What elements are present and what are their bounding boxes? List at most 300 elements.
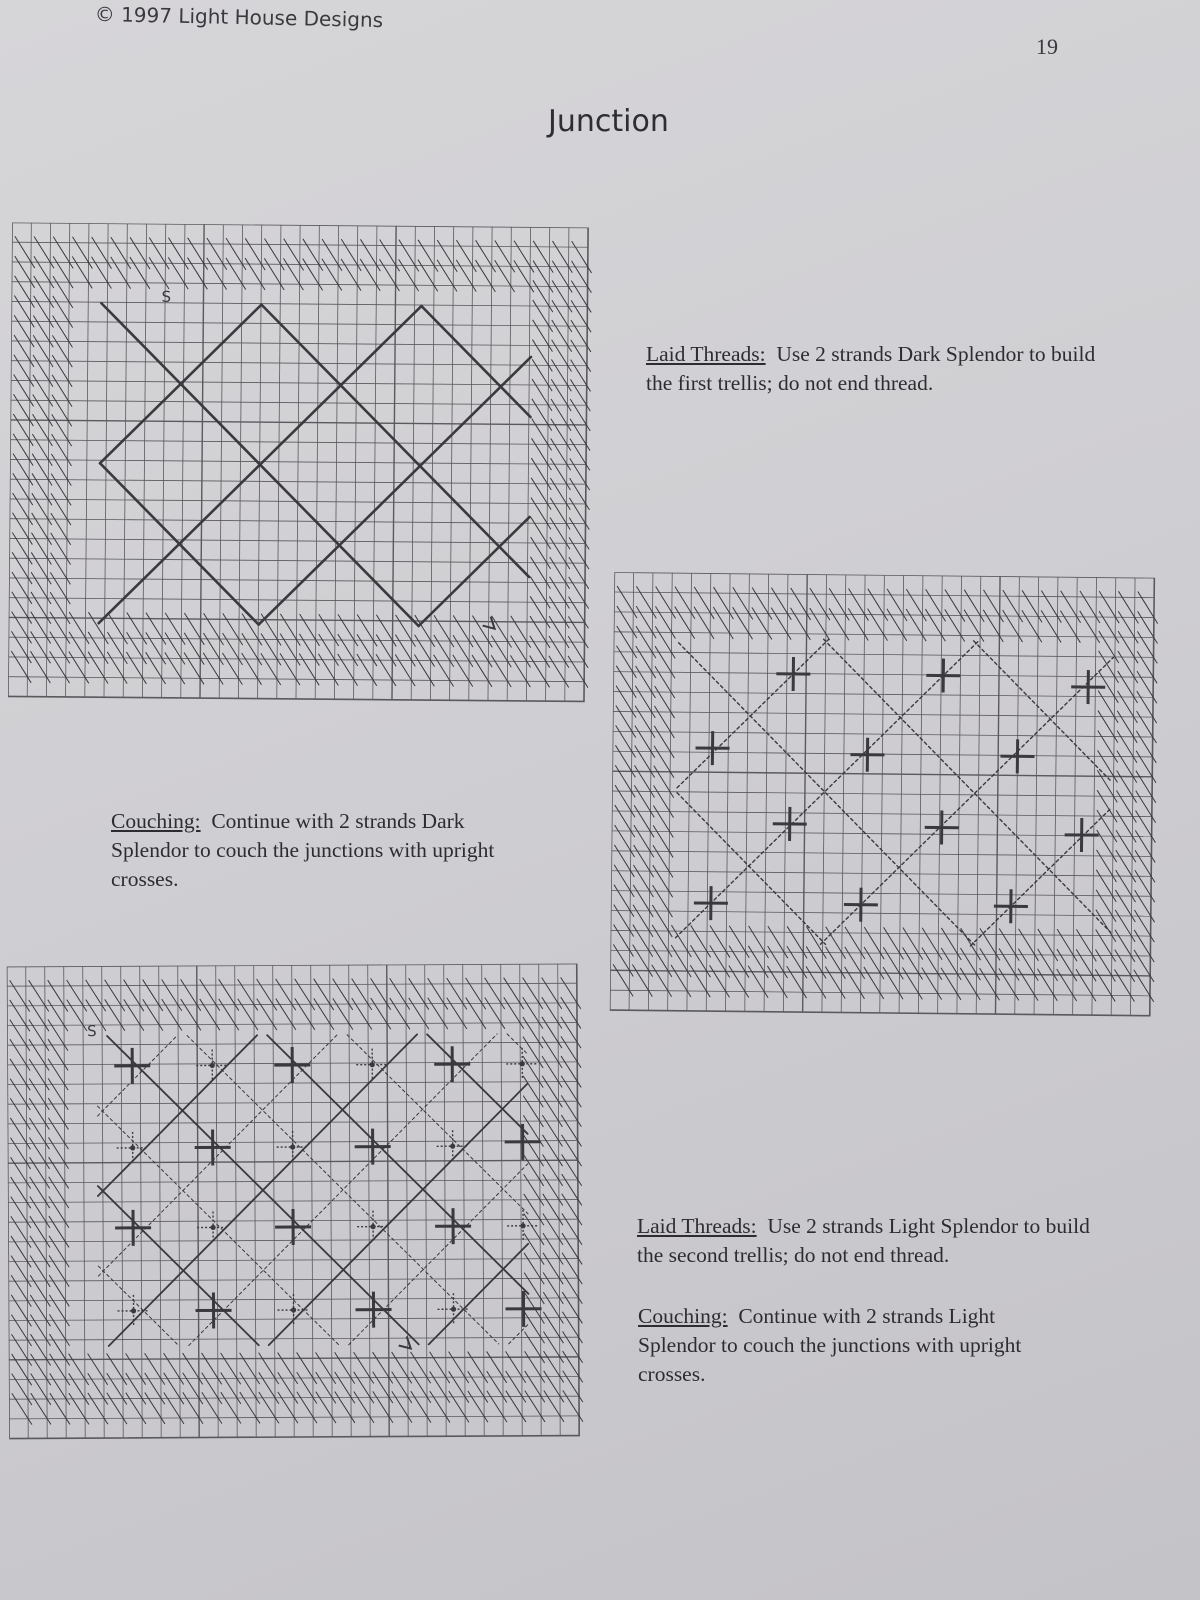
border-stitch xyxy=(634,825,655,857)
border-stitch xyxy=(614,825,635,857)
border-stitch xyxy=(302,259,322,291)
border-stitch xyxy=(632,945,653,977)
border-stitch xyxy=(615,725,636,757)
border-stitch xyxy=(145,1353,165,1385)
border-stitch xyxy=(613,964,634,996)
border-stitch xyxy=(1114,950,1135,982)
border-stitch xyxy=(494,260,514,292)
border-stitch xyxy=(29,1000,49,1032)
border-stitch xyxy=(51,454,71,486)
border-stitch xyxy=(390,978,410,1010)
border-stitch xyxy=(636,586,657,618)
border-stitch xyxy=(1097,770,1118,802)
border-stitch xyxy=(1115,930,1136,962)
border-stitch xyxy=(322,239,342,271)
border-stitch xyxy=(1134,950,1155,982)
border-stitch xyxy=(11,1236,31,1268)
border-stitch xyxy=(12,1354,32,1386)
border-stitch xyxy=(124,980,144,1012)
border-stitch xyxy=(616,666,637,698)
border-stitch xyxy=(283,239,303,271)
border-stitch xyxy=(241,653,261,685)
border-stitch xyxy=(13,473,33,505)
instruction-text: Use 2 strands Light Splendor to build the second trellis; do not end thread. xyxy=(637,1214,1090,1267)
border-stitch xyxy=(1098,631,1119,663)
border-stitch xyxy=(183,1373,203,1405)
border-stitch xyxy=(299,654,319,686)
border-stitch xyxy=(127,613,147,645)
border-stitch xyxy=(376,654,396,686)
border-stitch xyxy=(414,635,434,667)
border-stitch xyxy=(945,589,966,621)
border-stitch xyxy=(732,607,753,639)
border-stitch xyxy=(69,1373,89,1405)
border-stitch xyxy=(50,1373,70,1405)
border-stitch xyxy=(523,977,543,1009)
border-stitch xyxy=(48,1118,68,1150)
border-stitch xyxy=(960,948,981,980)
light-junction-cross xyxy=(370,1224,375,1229)
border-stitch xyxy=(31,513,51,545)
border-stitch xyxy=(10,1059,30,1091)
border-stitch xyxy=(825,947,846,979)
border-stitch xyxy=(91,257,111,289)
border-stitch xyxy=(632,965,653,997)
border-stitch xyxy=(867,609,888,641)
border-stitch xyxy=(786,966,807,998)
border-stitch xyxy=(506,1371,526,1403)
border-stitch xyxy=(1135,850,1156,882)
border-stitch xyxy=(651,965,672,997)
border-stitch xyxy=(906,589,927,621)
border-stitch xyxy=(11,1256,31,1288)
border-stitch xyxy=(748,926,769,958)
border-stitch xyxy=(390,998,410,1030)
trellis-thread xyxy=(98,1266,178,1346)
border-stitch xyxy=(278,1392,298,1424)
border-stitch xyxy=(543,1272,563,1304)
page-number: 19 xyxy=(1036,34,1058,59)
instruction-label: Couching: xyxy=(638,1304,728,1328)
trellis-thread xyxy=(970,806,1111,947)
border-stitch xyxy=(202,1353,222,1385)
border-stitch xyxy=(145,1392,165,1424)
border-stitch xyxy=(752,587,773,619)
border-stitch xyxy=(653,786,674,818)
border-stitch xyxy=(33,335,53,367)
border-stitch xyxy=(338,634,358,666)
border-stitch xyxy=(203,653,223,685)
border-stitch xyxy=(652,905,673,937)
border-stitch xyxy=(52,395,72,427)
border-stitch xyxy=(316,1392,336,1424)
border-stitch xyxy=(322,259,342,291)
border-stitch xyxy=(11,1275,31,1307)
border-stitch xyxy=(1096,830,1117,862)
border-stitch xyxy=(1118,631,1139,663)
border-stitch xyxy=(615,745,636,777)
border-stitch xyxy=(561,1056,581,1088)
border-stitch xyxy=(652,865,673,897)
border-stitch xyxy=(276,979,296,1011)
border-stitch xyxy=(569,518,589,550)
border-stitch xyxy=(1095,949,1116,981)
border-stitch xyxy=(333,978,353,1010)
border-stitch xyxy=(544,1390,564,1422)
border-stitch xyxy=(525,1371,545,1403)
border-stitch xyxy=(371,998,391,1030)
border-stitch xyxy=(543,1174,563,1206)
border-stitch xyxy=(221,1392,241,1424)
border-stitch xyxy=(472,655,492,687)
border-stitch xyxy=(240,1372,260,1404)
border-stitch xyxy=(297,1372,317,1404)
border-stitch xyxy=(1117,711,1138,743)
border-stitch xyxy=(671,945,692,977)
trellis-thread xyxy=(267,1084,528,1345)
border-stitch xyxy=(203,633,223,665)
border-stitch xyxy=(616,686,637,718)
border-stitch xyxy=(52,316,72,348)
border-stitch xyxy=(449,1371,469,1403)
border-stitch xyxy=(531,419,551,451)
border-stitch xyxy=(357,615,377,647)
border-stitch xyxy=(542,1095,562,1127)
border-stitch xyxy=(409,978,429,1010)
border-stitch xyxy=(259,1392,279,1424)
border-stitch xyxy=(49,651,69,683)
border-stitch xyxy=(552,300,572,332)
border-stitch xyxy=(145,652,165,684)
border-stitch xyxy=(504,978,524,1010)
border-stitch xyxy=(563,1351,583,1383)
border-stitch xyxy=(146,613,166,645)
border-stitch xyxy=(453,635,473,667)
border-stitch xyxy=(533,280,553,312)
border-stitch xyxy=(392,1391,412,1423)
border-stitch xyxy=(524,1312,544,1344)
border-stitch xyxy=(571,340,591,372)
trellis-thread xyxy=(676,638,979,941)
border-stitch xyxy=(787,926,808,958)
border-stitch xyxy=(32,493,52,525)
border-stitch xyxy=(10,1138,30,1170)
border-stitch xyxy=(867,589,888,621)
border-stitch xyxy=(1076,969,1097,1001)
border-stitch xyxy=(299,634,319,666)
border-stitch xyxy=(569,498,589,530)
light-junction-cross xyxy=(291,1307,296,1312)
border-stitch xyxy=(200,999,220,1031)
border-stitch xyxy=(203,613,223,645)
border-stitch xyxy=(533,261,553,293)
border-stitch xyxy=(238,999,258,1031)
border-stitch xyxy=(1118,591,1139,623)
light-junction-cross xyxy=(520,1223,525,1228)
border-stitch xyxy=(1116,770,1137,802)
border-stitch xyxy=(562,1194,582,1226)
border-stitch xyxy=(532,300,552,332)
border-stitch xyxy=(902,967,923,999)
border-stitch xyxy=(614,865,635,897)
instruction-label: Couching: xyxy=(111,809,201,833)
border-stitch xyxy=(523,1135,543,1167)
border-stitch xyxy=(614,885,635,917)
border-stitch xyxy=(219,979,239,1011)
border-stitch xyxy=(164,1373,184,1405)
border-stitch xyxy=(1076,949,1097,981)
border-stitch xyxy=(297,1392,317,1424)
border-stitch xyxy=(48,1078,68,1110)
border-stitch xyxy=(162,999,182,1031)
border-stitch xyxy=(447,978,467,1010)
border-stitch xyxy=(543,1253,563,1285)
border-stitch xyxy=(825,967,846,999)
border-stitch xyxy=(491,616,511,648)
border-stitch xyxy=(729,926,750,958)
border-stitch xyxy=(146,632,166,664)
border-stitch xyxy=(354,1372,374,1404)
border-stitch xyxy=(922,928,943,960)
border-stitch xyxy=(550,438,570,470)
border-stitch xyxy=(550,478,570,510)
trellis-thread xyxy=(267,1034,528,1295)
border-stitch xyxy=(314,979,334,1011)
border-stitch xyxy=(729,966,750,998)
border-stitch xyxy=(1038,929,1059,961)
border-stitch xyxy=(510,636,530,668)
border-stitch xyxy=(674,607,695,639)
border-stitch xyxy=(571,241,591,273)
border-stitch xyxy=(1137,611,1158,643)
border-stitch xyxy=(570,360,590,392)
border-stitch xyxy=(453,615,473,647)
border-stitch xyxy=(223,613,243,645)
border-stitch xyxy=(316,1352,336,1384)
border-stitch xyxy=(126,1353,146,1385)
border-stitch xyxy=(184,613,204,645)
border-stitch xyxy=(341,259,361,291)
border-stitch xyxy=(845,927,866,959)
border-stitch xyxy=(1060,591,1081,623)
border-stitch xyxy=(69,612,89,644)
border-stitch xyxy=(655,586,676,618)
border-stitch xyxy=(550,537,570,569)
border-stitch xyxy=(379,239,399,271)
border-stitch xyxy=(207,238,227,270)
second-trellis-diagram xyxy=(7,963,592,1451)
border-stitch xyxy=(531,498,551,530)
border-stitch xyxy=(373,1391,393,1423)
border-stitch xyxy=(562,1154,582,1186)
border-stitch xyxy=(50,612,70,644)
border-stitch xyxy=(614,805,635,837)
border-stitch xyxy=(633,925,654,957)
border-stitch xyxy=(105,999,125,1031)
border-stitch xyxy=(433,655,453,687)
border-stitch xyxy=(13,414,33,446)
border-stitch xyxy=(14,355,34,387)
border-stitch xyxy=(88,1373,108,1405)
instruction-label: Laid Threads: xyxy=(637,1214,757,1238)
border-stitch xyxy=(48,1039,68,1071)
border-stitch xyxy=(525,1351,545,1383)
border-stitch xyxy=(510,655,530,687)
border-stitch xyxy=(1056,969,1077,1001)
border-stitch xyxy=(30,1236,50,1268)
border-stitch xyxy=(511,616,531,648)
border-stitch xyxy=(475,260,495,292)
border-stitch xyxy=(12,1374,32,1406)
border-stitch xyxy=(13,394,33,426)
border-stitch xyxy=(922,948,943,980)
border-stitch xyxy=(549,577,569,609)
border-stitch xyxy=(354,1352,374,1384)
border-stitch xyxy=(561,997,581,1029)
border-stitch xyxy=(1095,969,1116,1001)
border-stitch xyxy=(1018,969,1039,1001)
border-stitch xyxy=(709,965,730,997)
border-stitch xyxy=(613,944,634,976)
border-stitch xyxy=(392,1372,412,1404)
border-stitch xyxy=(549,596,569,628)
border-stitch xyxy=(617,606,638,638)
border-stitch xyxy=(1041,591,1062,623)
border-stitch xyxy=(569,478,589,510)
border-stitch xyxy=(295,979,315,1011)
border-stitch xyxy=(864,927,885,959)
border-stitch xyxy=(1136,731,1157,763)
border-stitch xyxy=(411,1371,431,1403)
border-stitch xyxy=(544,1371,564,1403)
border-stitch xyxy=(242,633,262,665)
border-stitch xyxy=(149,257,169,289)
border-stitch xyxy=(143,979,163,1011)
border-stitch xyxy=(10,1039,30,1071)
border-stitch xyxy=(259,1353,279,1385)
border-stitch xyxy=(337,654,357,686)
border-stitch xyxy=(52,335,72,367)
border-stitch xyxy=(671,925,692,957)
border-stitch xyxy=(1041,610,1062,642)
border-stitch xyxy=(88,652,108,684)
border-stitch xyxy=(12,592,32,624)
border-stitch xyxy=(636,606,657,638)
border-stitch xyxy=(30,1275,50,1307)
light-junction-cross xyxy=(520,1061,525,1066)
border-stitch xyxy=(49,1236,69,1268)
border-stitch xyxy=(1098,651,1119,683)
border-stitch xyxy=(48,1019,68,1051)
border-stitch xyxy=(562,1312,582,1344)
border-stitch xyxy=(14,315,34,347)
border-stitch xyxy=(1117,671,1138,703)
border-stitch xyxy=(130,237,150,269)
border-stitch xyxy=(887,589,908,621)
border-stitch xyxy=(434,615,454,647)
border-stitch xyxy=(10,1079,30,1111)
border-stitch xyxy=(568,636,588,668)
border-stitch xyxy=(12,513,32,545)
border-stitch xyxy=(357,654,377,686)
border-stitch xyxy=(456,260,476,292)
border-stitch xyxy=(107,1373,127,1405)
border-stitch xyxy=(360,259,380,291)
border-stitch xyxy=(11,651,31,683)
border-stitch xyxy=(531,478,551,510)
border-stitch xyxy=(10,1098,30,1130)
border-stitch xyxy=(1002,610,1023,642)
border-stitch xyxy=(48,1059,68,1091)
border-stitch xyxy=(1135,830,1156,862)
border-stitch xyxy=(1099,591,1120,623)
light-junction-cross xyxy=(370,1062,375,1067)
border-stitch xyxy=(1134,930,1155,962)
border-stitch xyxy=(748,946,769,978)
border-stitch xyxy=(11,1197,31,1229)
border-stitch xyxy=(280,634,300,666)
border-stitch xyxy=(31,1354,51,1386)
border-stitch xyxy=(960,928,981,960)
start-marker: S xyxy=(161,287,172,306)
border-stitch xyxy=(10,1000,30,1032)
border-stitch xyxy=(11,1157,31,1189)
border-stitch xyxy=(376,634,396,666)
border-stitch xyxy=(983,610,1004,642)
border-stitch xyxy=(50,1393,70,1425)
border-stitch xyxy=(32,434,52,466)
border-stitch xyxy=(531,458,551,490)
border-stitch xyxy=(562,1272,582,1304)
border-stitch xyxy=(614,845,635,877)
border-stitch xyxy=(1117,731,1138,763)
border-stitch xyxy=(162,979,182,1011)
border-stitch xyxy=(485,978,505,1010)
border-stitch xyxy=(655,606,676,638)
border-stitch xyxy=(11,1295,31,1327)
border-stitch xyxy=(635,706,656,738)
border-stitch xyxy=(543,1233,563,1265)
border-stitch xyxy=(165,613,185,645)
copyright-notice: © 1997 Light House Designs xyxy=(94,2,384,33)
border-stitch xyxy=(524,1154,544,1186)
border-stitch xyxy=(88,632,108,664)
border-stitch xyxy=(10,1020,30,1052)
border-stitch xyxy=(549,656,569,688)
border-stitch xyxy=(49,1177,69,1209)
border-stitch xyxy=(729,946,750,978)
border-stitch xyxy=(29,1078,49,1110)
border-stitch xyxy=(15,236,35,268)
border-stitch xyxy=(809,608,830,640)
trellis-thread xyxy=(420,306,531,417)
border-stitch xyxy=(652,885,673,917)
border-stitch xyxy=(655,646,676,678)
border-stitch xyxy=(690,965,711,997)
border-stitch xyxy=(14,296,34,328)
light-junction-cross xyxy=(451,1307,456,1312)
border-stitch xyxy=(51,513,71,545)
trellis-thread xyxy=(99,303,422,626)
border-stitch xyxy=(352,978,372,1010)
border-stitch xyxy=(30,1295,50,1327)
border-stitch xyxy=(430,1391,450,1423)
border-stitch xyxy=(31,592,51,624)
border-stitch xyxy=(549,616,569,648)
border-stitch xyxy=(261,633,281,665)
border-stitch xyxy=(561,1115,581,1147)
border-stitch xyxy=(506,1351,526,1383)
